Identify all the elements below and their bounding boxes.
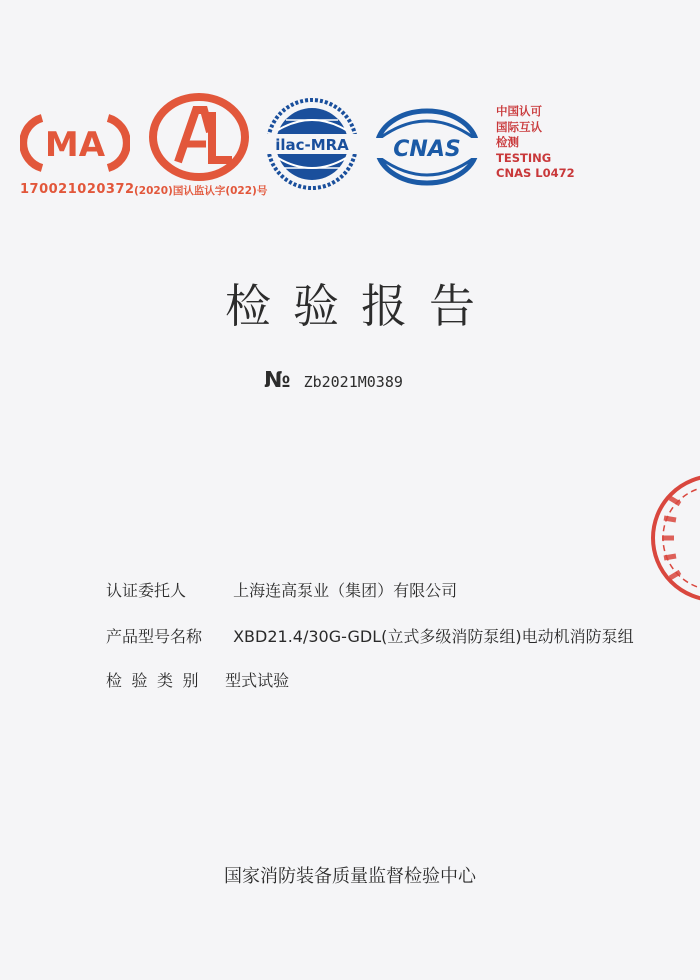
cma-logo-text: MA [44, 125, 106, 165]
ilac-mra-logo [262, 96, 362, 192]
product-row [106, 624, 634, 647]
product-value: XBD21.4/30G-GDL(立式多级消防泵组)电动机消防泵组 [233, 627, 634, 646]
category-row [106, 668, 289, 691]
client-value: 上海连高泵业（集团）有限公司 [233, 581, 458, 600]
client-label: 认证委托人 [106, 581, 187, 600]
page-title: 检验报告 [225, 279, 497, 333]
ilac-logo-text: ilac-MRA [275, 136, 349, 154]
cnas-caption-line: TESTING [496, 150, 552, 165]
cnas-caption-line: CNAS L0472 [496, 166, 575, 180]
cnas-caption-line: 中国认可 [496, 104, 542, 118]
cnas-caption [496, 104, 575, 182]
cnas-logo [372, 108, 482, 186]
category-value: 型式试验 [225, 671, 290, 690]
cal-code: (2020)国认监认字(022)号 [134, 185, 268, 197]
product-label: 产品型号名称 [106, 627, 203, 646]
number-symbol: № [264, 368, 291, 393]
issuer-name: 国家消防装备质量监督检验中心 [224, 866, 476, 887]
cma-code: 170021020372 [20, 182, 135, 197]
cma-logo [20, 112, 130, 174]
cal-logo [148, 92, 251, 182]
cnas-logo-text: CNAS [393, 137, 461, 162]
client-row [106, 578, 457, 601]
category-label: 检验类别 [106, 671, 209, 690]
cnas-caption-line: 国际互认 [496, 119, 542, 134]
cnas-caption-line: 检测 [496, 135, 519, 149]
seal-stamp [640, 468, 700, 608]
report-number [264, 368, 403, 393]
report-number-value: Zb2021M0389 [303, 373, 403, 391]
